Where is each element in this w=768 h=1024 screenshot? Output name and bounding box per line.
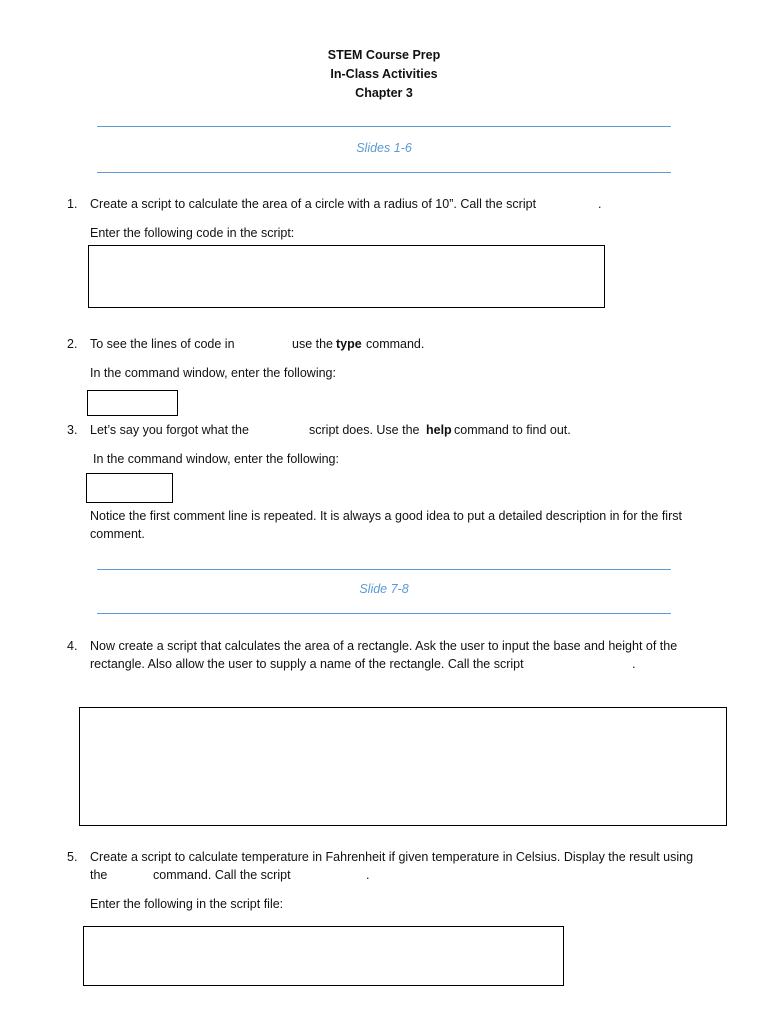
item-3-note-line-2: comment. bbox=[90, 527, 145, 541]
item-2-command-box bbox=[87, 390, 178, 416]
item-2-text-a: To see the lines of code in bbox=[90, 337, 235, 351]
item-2-text-c: command. bbox=[366, 337, 425, 351]
doc-title: STEM Course Prep bbox=[327, 48, 441, 62]
section-divider-top bbox=[97, 126, 671, 127]
item-2-text-b: use the bbox=[292, 337, 334, 351]
item-2-instruction: In the command window, enter the following: bbox=[90, 366, 336, 380]
item-5-period: . bbox=[366, 868, 370, 882]
section-divider-bottom bbox=[97, 172, 671, 173]
item-4-line-1: Now create a script that calculates the area of a rectangle. Ask the user to input the base and height of the bbox=[90, 639, 678, 653]
item-5-line-2-a: the bbox=[90, 868, 108, 882]
section-divider-top bbox=[97, 569, 671, 570]
item-5-instruction: Enter the following in the script file: bbox=[90, 897, 284, 911]
section-heading-slide-7-8: Slide 7-8 bbox=[359, 582, 409, 596]
item-4-line-2: rectangle. Also allow the user to supply a name of the rectangle. Call the script bbox=[90, 657, 524, 671]
doc-subtitle: In-Class Activities bbox=[330, 67, 438, 81]
item-3-text-a: Let’s say you forgot what the bbox=[90, 423, 249, 437]
item-4-code-box bbox=[79, 707, 727, 826]
item-5-line-2-b: command. Call the script bbox=[153, 868, 291, 882]
doc-chapter: Chapter 3 bbox=[355, 86, 413, 100]
item-4-period: . bbox=[632, 657, 636, 671]
section-heading-slides-1-6: Slides 1-6 bbox=[356, 141, 412, 155]
item-5-number: 5. bbox=[67, 850, 78, 864]
item-2-type-keyword: type bbox=[336, 337, 362, 351]
item-5-code-box bbox=[83, 926, 564, 986]
item-1-number: 1. bbox=[67, 197, 78, 211]
item-1-period: . bbox=[598, 197, 602, 211]
item-3-text-b: script does. Use the bbox=[309, 423, 420, 437]
item-3-command-box bbox=[86, 473, 173, 503]
item-3-help-keyword: help bbox=[426, 423, 452, 437]
item-1-instruction: Enter the following code in the script: bbox=[90, 226, 295, 240]
item-3-text-c: command to find out. bbox=[454, 423, 571, 437]
item-3-number: 3. bbox=[67, 423, 78, 437]
item-5-line-1: Create a script to calculate temperature in Fahrenheit if given temperature in Celsius. Display the result using bbox=[90, 850, 694, 864]
item-3-instruction: In the command window, enter the following: bbox=[93, 452, 339, 466]
item-2-number: 2. bbox=[67, 337, 78, 351]
item-1-text: Create a script to calculate the area of a circle with a radius of 10”. Call the script bbox=[90, 197, 537, 211]
item-3-note-line-1: Notice the first comment line is repeated. It is always a good idea to put a detailed description in for the first bbox=[90, 509, 682, 523]
item-4-number: 4. bbox=[67, 639, 78, 653]
item-1-code-box bbox=[88, 245, 605, 308]
section-divider-bottom bbox=[97, 613, 671, 614]
